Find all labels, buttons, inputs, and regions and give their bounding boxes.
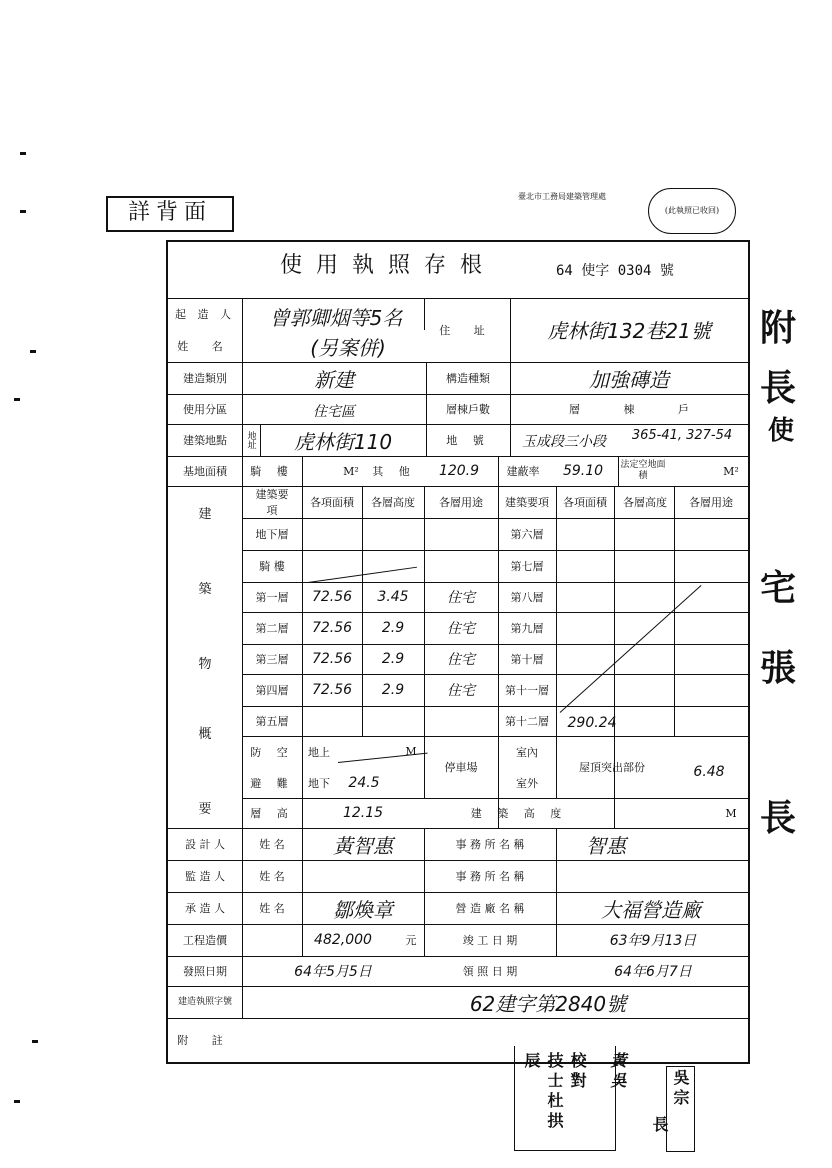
issue-date-value: 64年5月5日 (294, 964, 372, 980)
floor-area-left: 72.56 (311, 589, 353, 605)
building-height-label: 建 築 高 度 (470, 807, 568, 820)
floor-height-left (362, 518, 424, 550)
receive-date-label: 領 照 日 期 (462, 965, 518, 978)
footer-seal: 吳宗 (666, 1066, 695, 1152)
structure-label: 構造種類 (446, 372, 490, 385)
contractor-label: 承 造 人 (185, 902, 225, 915)
floor-name-left: 第四層 (255, 684, 289, 697)
header-height-right: 各層高度 (623, 496, 667, 509)
designer-label: 設 計 人 (185, 838, 225, 851)
lot-numbers: 365-41, 327-54 (631, 427, 733, 443)
license-stub-form (166, 240, 750, 1064)
detail-reverse-stamp: 詳背面 (106, 196, 234, 232)
margin-char-6: 長 (760, 797, 797, 839)
designer-name-label: 姓 名 (259, 838, 285, 851)
floor-use-left (424, 550, 498, 582)
supervisor-name-label: 姓 名 (259, 870, 285, 883)
floor-height-left (362, 706, 424, 736)
remarks-label: 附 註 (177, 1034, 233, 1047)
cost-value: 482,000 (314, 932, 372, 948)
margin-speck (14, 1100, 20, 1103)
floor-name-right: 第八層 (510, 591, 544, 604)
floor-height-left: 2.9 (381, 620, 405, 636)
contractor-name-label: 姓 名 (259, 902, 285, 915)
site-value: 虎林街110 (293, 429, 393, 454)
designer-office: 智惠 (586, 833, 626, 858)
floor-name-right: 第十一層 (505, 684, 549, 697)
completion-value: 63年9月13日 (609, 933, 697, 949)
floor-use-left (424, 706, 498, 736)
shelter-above-unit: M (405, 745, 417, 758)
floor-area-left: 72.56 (311, 651, 353, 667)
lot-value: 玉成段三小段 (522, 434, 606, 450)
floor-area-left: 72.56 (311, 682, 353, 698)
margin-speck (30, 350, 36, 353)
footer-col-2: 校對 (568, 1052, 587, 1092)
section-char-2: 築 (198, 581, 212, 597)
builder-name-note: (另案併) (310, 335, 386, 360)
legal-open-space-unit: M² (723, 464, 739, 478)
floor-name-right: 第十二層 (505, 715, 549, 728)
floor-name-left: 第一層 (255, 591, 289, 604)
floors-label: 層棟戶數 (446, 403, 490, 416)
footer-col-1: 技士杜拱辰 (522, 1052, 564, 1132)
margin-speck (32, 1040, 38, 1043)
receive-date-value: 64年6月7日 (614, 964, 692, 980)
section-char-5: 要 (198, 801, 212, 817)
lot-label: 地 號 (446, 434, 490, 447)
margin-char-4: 宅 (760, 567, 797, 609)
completion-label: 竣 工 日 期 (462, 934, 518, 947)
permit-number: 64 使字 0304 號 (556, 263, 674, 279)
margin-char-3: 使 (768, 416, 795, 446)
floor-use-left: 住宅 (447, 683, 475, 699)
floor-name-left: 第三層 (255, 653, 289, 666)
header-use-left: 各層用途 (439, 496, 483, 509)
issue-date-label: 發照日期 (183, 965, 227, 978)
header-use-right: 各層用途 (689, 496, 733, 509)
builder-label-1: 起 造 人 (175, 308, 235, 321)
approval-stamp-box (490, 1046, 730, 1156)
floor-name-right: 第七層 (510, 560, 544, 573)
structure-value: 加強磚造 (589, 367, 669, 392)
roof-value: 6.48 (693, 764, 725, 780)
header-height-left: 各層高度 (371, 496, 415, 509)
section-char-1: 建 (198, 506, 212, 522)
builder-name: 曾郭卿烟等5名 (269, 305, 403, 330)
legal-open-space-label: 法定空地面積 (620, 460, 666, 481)
floor-name-left: 騎 樓 (259, 560, 285, 573)
contractor-firm-label: 營 造 廠 名 稱 (455, 902, 525, 915)
floor-name-right: 第六層 (510, 528, 544, 541)
cost-unit: 元 (405, 934, 417, 947)
margin-char-5: 張 (760, 647, 797, 689)
builder-label-2: 姓 名 (177, 340, 233, 353)
indoor-label: 室內 (516, 745, 538, 759)
floor-use-left: 住宅 (447, 621, 475, 637)
floor-height-left: 2.9 (381, 651, 405, 667)
arcade-unit: M² (343, 464, 359, 478)
supervisor-label: 監 造 人 (185, 870, 225, 883)
shelter-above-label: 地上 (308, 745, 330, 759)
seal-line-1: 臺北市工務局建築管理處 (518, 192, 606, 201)
shelter-label-2: 避 難 (250, 776, 294, 790)
site-sub-label: 地址 (245, 431, 256, 449)
contractor-name: 鄒煥章 (333, 897, 393, 922)
floor-use-left: 住宅 (447, 590, 475, 606)
margin-char-1: 附 (760, 307, 797, 349)
floor-area-left (302, 518, 362, 550)
shelter-below-value: 24.5 (348, 774, 380, 791)
construction-permit-label: 建造執照字號 (177, 997, 232, 1007)
footer-col-4: 長 (650, 1116, 669, 1136)
floor-area-left (302, 706, 362, 736)
coverage-value: 59.10 (562, 463, 604, 479)
margin-speck (20, 152, 26, 155)
type-value: 新建 (314, 367, 354, 392)
address-value: 虎林街132巷21號 (547, 318, 711, 343)
floors-value: 層 棟 戶 (569, 403, 689, 416)
shelter-label-1: 防 空 (250, 745, 294, 759)
cost-label: 工程造價 (183, 934, 227, 947)
supervisor-office (556, 860, 746, 892)
header-area-right: 各項面積 (563, 496, 607, 509)
address-label: 住 址 (439, 324, 495, 337)
use-zone-value: 住宅區 (313, 404, 355, 420)
building-height-unit: M (725, 806, 737, 820)
roof-label: 屋頂突出部份 (579, 761, 645, 774)
floor-area-left: 72.56 (311, 620, 353, 636)
margin-speck (20, 210, 26, 213)
shelter-below-label: 地下 (308, 776, 330, 790)
section-char-3: 物 (198, 656, 212, 672)
floor-area-left (302, 550, 362, 582)
header-area-left: 各項面積 (310, 496, 354, 509)
floor-name-left: 第二層 (255, 622, 289, 635)
other-value: 120.9 (438, 463, 480, 479)
area-label: 基地面積 (183, 465, 227, 478)
header-items-right: 建築要項 (505, 496, 549, 509)
margin-char-2: 長 (760, 367, 797, 409)
other-label: 其 他 (372, 465, 416, 478)
site-label: 建築地點 (183, 434, 227, 447)
seal-oval: (此執照已收回) (648, 188, 736, 234)
contractor-firm: 大福營造廠 (601, 897, 701, 922)
use-zone-label: 使用分區 (183, 403, 227, 416)
official-seal (508, 188, 736, 234)
section-char-4: 概 (198, 726, 212, 742)
floor-name-left: 第五層 (255, 715, 289, 728)
arcade-label: 騎 樓 (250, 465, 294, 478)
header-items-left: 建築要項 (255, 488, 289, 517)
floor-height-left: 3.45 (377, 589, 409, 605)
designer-name: 黃智惠 (333, 833, 393, 858)
floor-name-right: 第九層 (510, 622, 544, 635)
supervisor-name (302, 860, 424, 892)
storey-height-label: 層 高 (250, 807, 294, 820)
floor-height-left (362, 550, 424, 582)
supervisor-office-label: 事 務 所 名 稱 (455, 870, 525, 883)
type-label: 建造類別 (183, 372, 227, 385)
storey-height-value: 12.15 (342, 805, 384, 821)
construction-permit-value: 62建字第2840號 (469, 991, 627, 1016)
floor-name-right: 第十層 (510, 653, 544, 666)
floor-height-left: 2.9 (381, 682, 405, 698)
outdoor-label: 室外 (516, 776, 538, 790)
parking-label: 停車場 (444, 761, 478, 774)
form-title: 使用執照存根 (280, 253, 497, 278)
designer-office-label: 事 務 所 名 稱 (455, 838, 525, 851)
floor-use-left (424, 518, 498, 550)
footer-col-3: 黃吳 (608, 1052, 627, 1092)
coverage-label: 建蔽率 (506, 465, 540, 478)
floor-name-left: 地下層 (255, 528, 289, 541)
margin-speck (14, 398, 20, 401)
total-area-value: 290.24 (567, 715, 617, 731)
floor-use-left: 住宅 (447, 652, 475, 668)
